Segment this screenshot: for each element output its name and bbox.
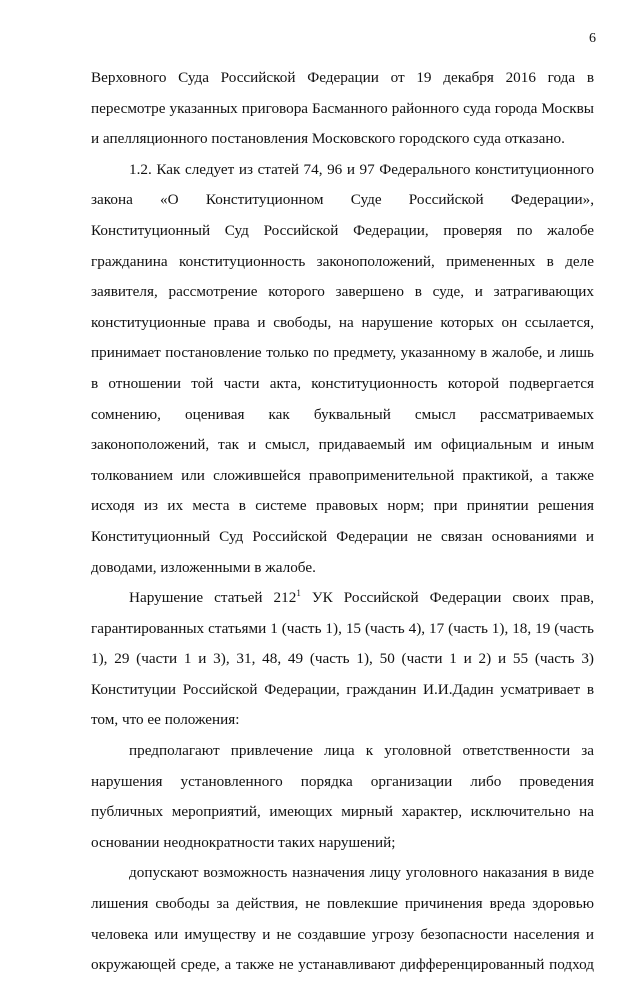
document-body	[91, 63, 594, 981]
page-number: 6	[589, 31, 596, 46]
complaint-text-end: УК Российской Федерации своих прав, гарантированных статьями 1 (часть 1), 15 (часть 4), 17 (часть 1), 18, 19 (часть 1), 29 (части 1 и 3), 31, 48, 49 (часть 1), 50 (части 1 и 2) и 55 (часть 3) Конституции Российской Федерации, гражданин И.И.Дадин усматривает в том, что ее положения:	[91, 589, 594, 729]
article-superscript: 1	[296, 588, 301, 599]
paragraph-claim-1: предполагают привлечение лица к уголовной ответственности за нарушения установленного порядка организации либо проведения публичных мероприятий, имеющих мирный характер, исключительно на основании неоднократности таких нарушений;	[91, 742, 594, 851]
paragraph-complaint	[91, 583, 594, 736]
paragraph-claim-2: допускают возможность назначения лицу уголовного наказания в виде лишения свободы за действия, не повлекшие причинения вреда здоровью человека или имуществу и не создавшие угрозу безопасности населения и окружающей среде, а также не устанавливают дифференцированный подход	[91, 864, 594, 974]
complaint-text-start: Нарушение статьей 212	[129, 589, 297, 607]
paragraph-continuation: Верховного Суда Российской Федерации от 19 декабря 2016 года в пересмотре указанных приговора Басманного районного суда города Москвы и апелляционного постановления Московского городского суда отказано.	[91, 69, 594, 148]
paragraph-section-1-2: 1.2. Как следует из статей 74, 96 и 97 Федерального конституционного закона «О Конституционном Суде Российской Федерации», Конституционный Суд Российской Федерации, проверяя по жалобе гражданина конституционность законоположений, примененных в деле заявителя, рассмотрение которого завершено в суде, и затрагивающих конституционные права и свободы, на нарушение которых он ссылается, принимает постановление только по предмету, указанному в жалобе, и лишь в отношении той части акта, конституционность которой подвергается сомнению, оценивая как буквальный смысл рассматриваемых законоположений, так и смысл, придаваемый им официальным и иным толкованием или сложившейся правоприменительной практикой, а также исходя из их места в системе правовых норм; при принятии решения Конституционный Суд Российской Федерации не связан основаниями и доводами, изложенными в жалобе.	[91, 160, 594, 576]
